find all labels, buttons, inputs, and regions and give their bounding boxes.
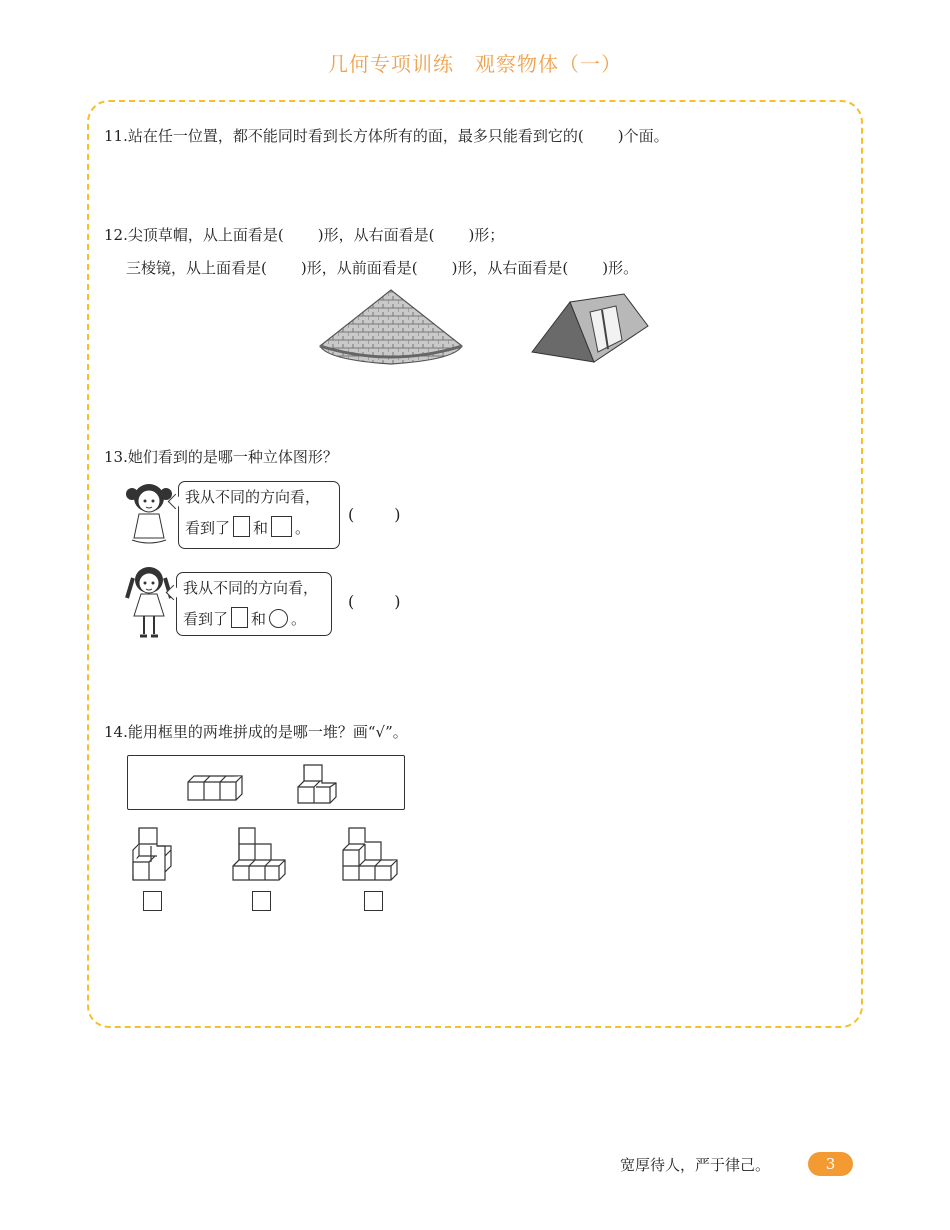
girl-standing-icon xyxy=(124,564,174,640)
paren-open: ( xyxy=(348,592,355,611)
option-block-pile-2 xyxy=(231,826,287,882)
q12-text: 三棱镜，从上面看是( xyxy=(126,259,267,277)
question-13-title: 13.她们看到的是哪一种立体图形？ xyxy=(104,448,338,466)
straw-hat-image xyxy=(318,288,464,368)
page-number-badge: 3 xyxy=(808,1152,853,1176)
speech-bubble-2 xyxy=(176,572,332,636)
option-3-checkbox[interactable] xyxy=(364,891,383,911)
question-12-line-2 xyxy=(126,257,638,278)
option-2-checkbox[interactable] xyxy=(252,891,271,911)
q12-text: 12.尖顶草帽，从上面看是( xyxy=(104,226,284,244)
bubble-line-1: 我从不同的方向看， xyxy=(185,488,321,506)
given-blocks-box xyxy=(127,755,405,810)
answer-parentheses-1[interactable] xyxy=(348,505,401,524)
bubble-text: 和 xyxy=(253,519,269,537)
option-block-pile-3 xyxy=(341,826,399,882)
q12-text: )形； xyxy=(468,226,505,244)
bubble-text: 。 xyxy=(291,610,307,628)
bubble-line-1: 我从不同的方向看， xyxy=(183,579,319,597)
option-block-pile-1 xyxy=(131,826,175,882)
bubble-text: 。 xyxy=(295,519,311,537)
q12-text: )形，从右面看是( xyxy=(317,226,435,244)
girl-sitting-icon xyxy=(124,480,174,548)
paren-close: ) xyxy=(394,505,401,524)
question-11-text-before: 11.站在任一位置，都不能同时看到长方体所有的面，最多只能看到它的( xyxy=(104,127,584,145)
bubble-line-2 xyxy=(183,604,325,635)
q12-text: )形，从右面看是( xyxy=(451,259,569,277)
question-12-line-1 xyxy=(104,224,504,245)
answer-parentheses-2[interactable] xyxy=(348,592,401,611)
given-block-pile-1 xyxy=(186,772,246,806)
question-11-text-after: )个面。 xyxy=(617,127,669,145)
circle-shape-icon xyxy=(269,609,288,628)
rectangle-shape-icon xyxy=(231,607,248,628)
q12-text: )形。 xyxy=(602,259,639,277)
paren-open: ( xyxy=(348,505,355,524)
bubble-text: 看到了 xyxy=(185,519,231,537)
given-block-pile-2 xyxy=(296,763,340,805)
bubble-text: 看到了 xyxy=(183,610,229,628)
footer-quote: 宽厚待人，严于律己。 xyxy=(620,1156,771,1174)
square-shape-icon xyxy=(271,516,292,537)
page-title: 几何专项训练 观察物体（一） xyxy=(328,52,622,76)
option-1-checkbox[interactable] xyxy=(143,891,162,911)
rectangle-shape-icon xyxy=(233,516,250,537)
bubble-text: 和 xyxy=(251,610,267,628)
triangular-prism-image xyxy=(532,294,650,364)
question-14-title: 14.能用框里的两堆拼成的是哪一堆？画“√”。 xyxy=(104,723,408,741)
question-11 xyxy=(104,125,669,146)
q12-text: )形，从前面看是( xyxy=(300,259,418,277)
paren-close: ) xyxy=(394,592,401,611)
speech-bubble-1 xyxy=(178,481,340,549)
bubble-line-2 xyxy=(185,513,333,544)
